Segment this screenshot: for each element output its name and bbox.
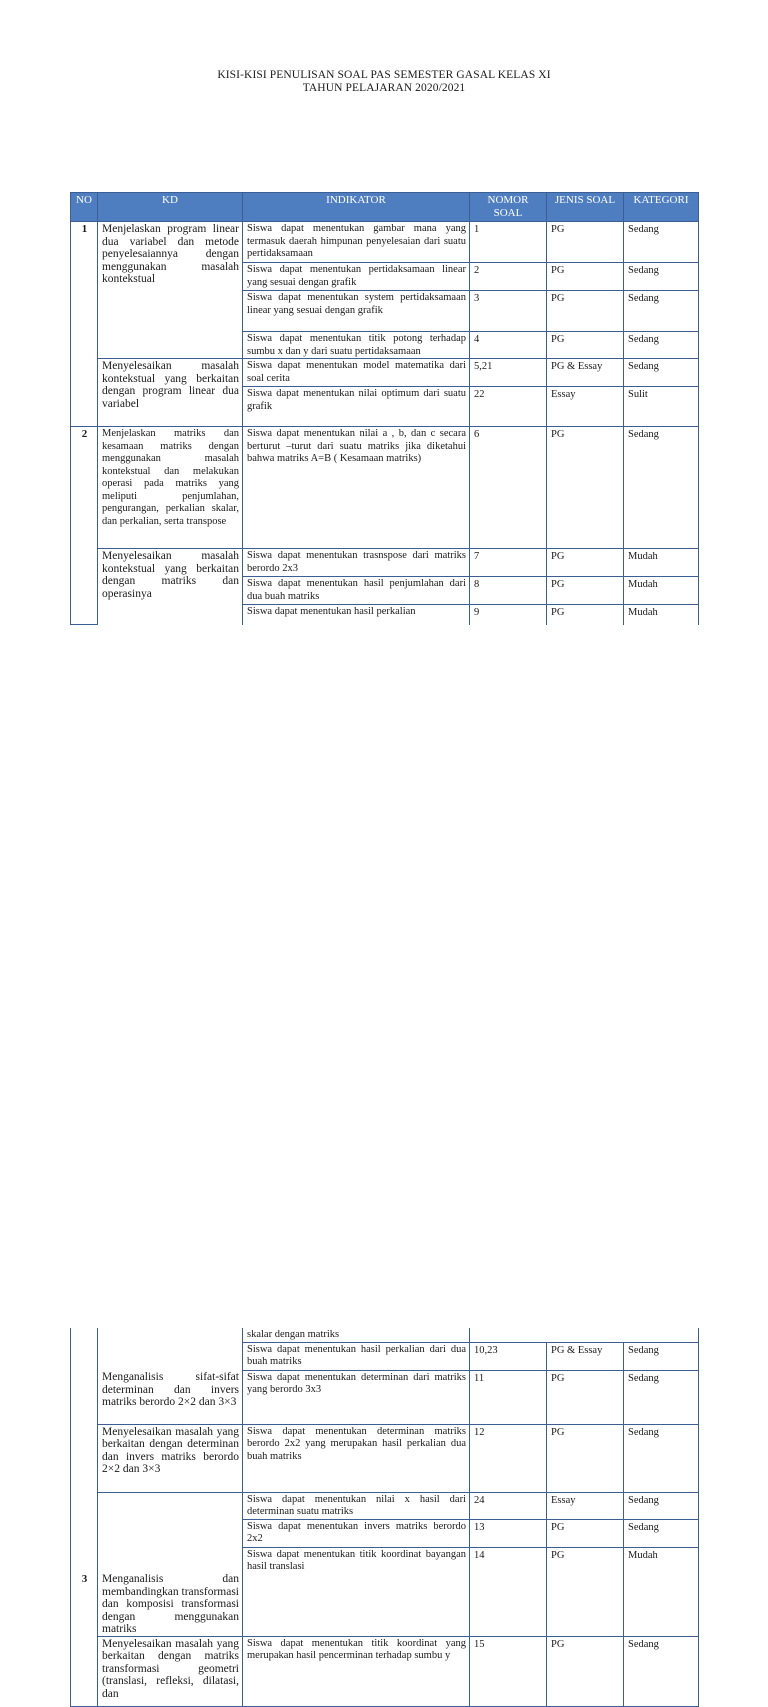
kategori-cell: [624, 1328, 699, 1342]
indikator-cell: Siswa dapat menentukan titik koordinat yang merupakan hasil pencerminan terhadap sumbu y: [243, 1636, 470, 1706]
table-row: [71, 549, 699, 577]
kategori-cell: Sedang: [624, 427, 699, 549]
jenis-soal-cell: Essay: [547, 1492, 624, 1519]
kategori-cell: Sedang: [624, 291, 699, 332]
kd-cell: Menyelesaikan masalah kontekstual yang berkaitan dengan matriks dan operasinya: [98, 549, 243, 625]
jenis-soal-cell: PG: [547, 291, 624, 332]
header-indikator: INDIKATOR: [243, 193, 470, 222]
kd-cell: Menjelaskan program linear dua variabel dan metode penyelesaiannya dengan menggunakan masalah kontekstual: [98, 222, 243, 359]
nomor-soal-cell: 4: [470, 332, 547, 359]
table-row: [71, 1370, 699, 1424]
table-row: [71, 1424, 699, 1492]
jenis-soal-cell: PG: [547, 1636, 624, 1706]
jenis-soal-cell: PG & Essay: [547, 1342, 624, 1370]
nomor-soal-cell: 6: [470, 427, 547, 549]
nomor-soal-cell: 12: [470, 1424, 547, 1492]
jenis-soal-cell: PG: [547, 549, 624, 577]
kategori-cell: Mudah: [624, 549, 699, 577]
indikator-cell: Siswa dapat menentukan nilai a , b, dan c secara berturut –turut dari suatu matriks jika diketahui bahwa matriks A=B ( Kesamaan matriks): [243, 427, 470, 549]
table-page1-clip: [60, 96, 710, 618]
kd-cell: Menyelesaikan masalah kontekstual yang berkaitan dengan program linear dua variabel: [98, 359, 243, 427]
header-jenis-soal: JENIS SOAL: [547, 193, 624, 222]
nomor-soal-cell: [470, 1328, 547, 1342]
nomor-soal-cell: 22: [470, 387, 547, 427]
kisi-kisi-table-page2: [70, 1328, 699, 1707]
table-row: [71, 1328, 699, 1342]
table-page2-clip: [60, 664, 710, 1700]
document-title-line2: TAHUN PELAJARAN 2020/2021: [302, 82, 466, 94]
jenis-soal-cell: [547, 1328, 624, 1342]
kategori-cell: Mudah: [624, 1547, 699, 1636]
kd-cell: Menganalisis dan membandingkan transformasi dan komposisi transformasi dengan menggunakan matriks: [98, 1547, 243, 1636]
nomor-soal-cell: 11: [470, 1370, 547, 1424]
indikator-cell: Siswa dapat menentukan titik potong terhadap sumbu x dan y dari suatu pertidaksamaan: [243, 332, 470, 359]
nomor-soal-cell: 2: [470, 263, 547, 291]
kd-cell: Menyelesaikan masalah yang berkaitan dengan determinan dan invers matriks berordo 2×2 dan 3×3: [98, 1424, 243, 1492]
kategori-cell: Sedang: [624, 1492, 699, 1519]
kategori-cell: Sedang: [624, 1342, 699, 1370]
indikator-cell: Siswa dapat menentukan gambar mana yang termasuk daerah himpunan penyelesaian dari suatu pertidaksamaan: [243, 222, 470, 263]
nomor-soal-cell: 13: [470, 1519, 547, 1547]
header-kategori: KATEGORI: [624, 193, 699, 222]
jenis-soal-cell: PG: [547, 1519, 624, 1547]
table-row: [71, 222, 699, 263]
kisi-kisi-table-page1: [70, 192, 699, 625]
row-number: 2: [71, 427, 98, 625]
nomor-soal-cell: 15: [470, 1636, 547, 1706]
row-number: [71, 1328, 98, 1547]
nomor-soal-cell: 7: [470, 549, 547, 577]
row-number: 1: [71, 222, 98, 427]
indikator-cell: Siswa dapat menentukan hasil penjumlahan dari dua buah matriks: [243, 577, 470, 605]
table-row: [71, 1636, 699, 1706]
indikator-cell: Siswa dapat menentukan determinan matriks berordo 2x2 yang merupakan hasil perkalian dua buah matriks: [243, 1424, 470, 1492]
header-no: NO: [71, 193, 98, 222]
nomor-soal-cell: 9: [470, 605, 547, 625]
kategori-cell: Sedang: [624, 1636, 699, 1706]
kategori-cell: Sedang: [624, 1424, 699, 1492]
table-row: [71, 359, 699, 387]
nomor-soal-cell: 3: [470, 291, 547, 332]
indikator-cell: Siswa dapat menentukan system pertidaksamaan linear yang sesuai dengan grafik: [243, 291, 470, 332]
nomor-soal-cell: 10,23: [470, 1342, 547, 1370]
indikator-cell: Siswa dapat menentukan nilai x hasil dari determinan suatu matriks: [243, 1492, 470, 1519]
nomor-soal-cell: 24: [470, 1492, 547, 1519]
kategori-cell: Sedang: [624, 1370, 699, 1424]
jenis-soal-cell: Essay: [547, 387, 624, 427]
table-row: [71, 427, 699, 549]
jenis-soal-cell: PG: [547, 577, 624, 605]
table-row: [71, 1547, 699, 1636]
nomor-soal-cell: 14: [470, 1547, 547, 1636]
kd-cell: Menjelaskan matriks dan kesamaan matriks dengan menggunakan masalah kontekstual dan melakukan operasi pada matriks yang meliputi penjumlahan, pengurangan, perkalian skalar, dan perkalian, serta transpose: [98, 427, 243, 549]
table-header-row: [71, 193, 699, 222]
kategori-cell: Sedang: [624, 263, 699, 291]
indikator-cell: Siswa dapat menentukan pertidaksamaan linear yang sesuai dengan grafik: [243, 263, 470, 291]
kategori-cell: Mudah: [624, 577, 699, 605]
jenis-soal-cell: PG: [547, 1370, 624, 1424]
indikator-cell: Siswa dapat menentukan hasil perkalian dari dua buah matriks: [243, 1342, 470, 1370]
jenis-soal-cell: PG: [547, 1424, 624, 1492]
table-row: [71, 1492, 699, 1519]
indikator-cell: Siswa dapat menentukan nilai optimum dari suatu grafik: [243, 387, 470, 427]
indikator-cell: Siswa dapat menentukan determinan dari matriks yang berordo 3x3: [243, 1370, 470, 1424]
kategori-cell: Sedang: [624, 332, 699, 359]
jenis-soal-cell: PG: [547, 605, 624, 625]
kd-cell: [98, 1328, 243, 1370]
indikator-cell: Siswa dapat menentukan trasnspose dari matriks berordo 2x3: [243, 549, 470, 577]
kategori-cell: Sulit: [624, 387, 699, 427]
indikator-cell: Siswa dapat menentukan hasil perkalian: [243, 605, 470, 625]
kategori-cell: Sedang: [624, 222, 699, 263]
jenis-soal-cell: PG & Essay: [547, 359, 624, 387]
indikator-cell: skalar dengan matriks: [243, 1328, 470, 1342]
header-kd: KD: [98, 193, 243, 222]
kd-cell: Menyelesaikan masalah yang berkaitan dengan matriks transformasi geometri (translasi, refleksi, dilatasi, dan: [98, 1636, 243, 1706]
indikator-cell: Siswa dapat menentukan invers matriks berordo 2x2: [243, 1519, 470, 1547]
kd-cell: Menganalisis sifat-sifat determinan dan invers matriks berordo 2×2 dan 3×3: [98, 1370, 243, 1424]
jenis-soal-cell: PG: [547, 263, 624, 291]
jenis-soal-cell: PG: [547, 427, 624, 549]
header-nomor-soal: NOMOR SOAL: [470, 193, 547, 222]
jenis-soal-cell: PG: [547, 1547, 624, 1636]
kategori-cell: Sedang: [624, 1519, 699, 1547]
kategori-cell: Mudah: [624, 605, 699, 625]
nomor-soal-cell: 1: [470, 222, 547, 263]
jenis-soal-cell: PG: [547, 222, 624, 263]
row-number: 3: [71, 1547, 98, 1706]
nomor-soal-cell: 8: [470, 577, 547, 605]
indikator-cell: Siswa dapat menentukan model matematika dari soal cerita: [243, 359, 470, 387]
document-title-line1: KISI-KISI PENULISAN SOAL PAS SEMESTER GASAL KELAS XI: [217, 69, 551, 81]
jenis-soal-cell: PG: [547, 332, 624, 359]
kd-cell: [98, 1492, 243, 1547]
kategori-cell: Sedang: [624, 359, 699, 387]
indikator-cell: Siswa dapat menentukan titik koordinat bayangan hasil translasi: [243, 1547, 470, 1636]
nomor-soal-cell: 5,21: [470, 359, 547, 387]
